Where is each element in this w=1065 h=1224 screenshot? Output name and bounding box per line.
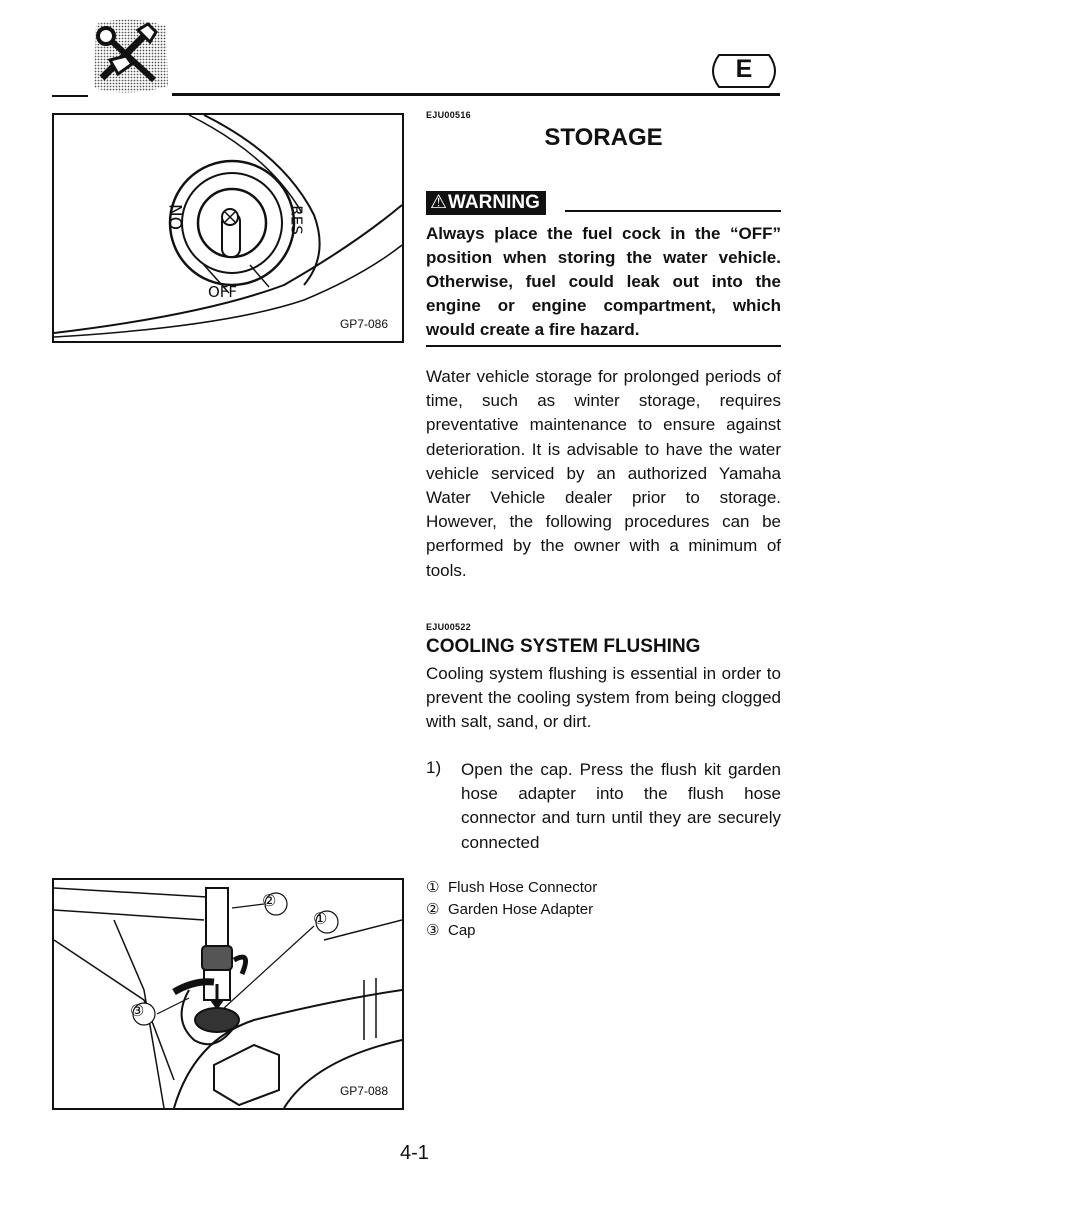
cooling-section-code: EJU00522 bbox=[426, 622, 471, 632]
step-text: Open the cap. Press the flush kit garden hose adapter into the flush hose connector and turn until they are securely connected bbox=[461, 760, 781, 852]
warning-badge bbox=[426, 191, 546, 215]
header-rule-left bbox=[52, 95, 88, 97]
warning-text: Always place the fuel cock in the “OFF” position when storing the water vehicle. Otherwise, fuel could leak out into the engine or engine compartment, which would create a fire hazard. bbox=[426, 224, 781, 339]
flush-hose-figure bbox=[52, 878, 404, 1110]
cooling-intro: Cooling system flushing is essential in order to prevent the cooling system from being clogged with salt, sand, or dirt. bbox=[426, 664, 781, 732]
warning-rule bbox=[565, 210, 781, 212]
storage-paragraph: Water vehicle storage for prolonged periods of time, such as winter storage, requires preventative maintenance to ensure against deterioration. It is advisable to have the water vehicle serviced by an authorized Yamaha Water Vehicle dealer prior to storage. However, the following procedures can be performed by the owner with a minimum of tools. bbox=[426, 367, 781, 580]
legend-item bbox=[426, 899, 597, 921]
page-number: 4-1 bbox=[400, 1142, 429, 1164]
flush-hose-drawing bbox=[54, 880, 402, 1108]
section-heading: COOLING SYSTEM FLUSHING bbox=[426, 636, 701, 657]
warning-bottom-rule bbox=[426, 345, 781, 347]
label-res: RES bbox=[287, 205, 306, 235]
legend-item bbox=[426, 920, 597, 942]
warning-triangle-icon: ⚠ bbox=[430, 192, 448, 213]
legend-label: Garden Hose Adapter bbox=[448, 900, 594, 918]
page-title: STORAGE bbox=[544, 124, 663, 151]
warning-label: WARNING bbox=[448, 192, 540, 213]
figure-code: GP7-086 bbox=[339, 317, 388, 331]
label-on: ON bbox=[167, 203, 188, 231]
fuel-cock-figure bbox=[52, 113, 404, 343]
legend-item bbox=[426, 877, 597, 899]
callout-1: ① bbox=[313, 909, 328, 928]
legend-number: ① bbox=[426, 878, 440, 896]
fuel-cock-drawing bbox=[54, 115, 402, 341]
figure-code: GP7-088 bbox=[339, 1084, 388, 1098]
label-off: OFF bbox=[208, 283, 238, 301]
step-number: 1) bbox=[426, 758, 442, 777]
callout-3: ③ bbox=[130, 1001, 145, 1020]
legend-label: Flush Hose Connector bbox=[448, 879, 598, 896]
header-rule bbox=[172, 93, 780, 96]
legend-number: ③ bbox=[426, 921, 440, 939]
language-badge: E bbox=[735, 55, 753, 83]
section-code: EJU00516 bbox=[426, 110, 471, 120]
figure-legend bbox=[426, 877, 597, 942]
legend-number: ② bbox=[426, 899, 440, 918]
wrench-and-screwdriver-icon bbox=[88, 16, 172, 96]
callout-2: ② bbox=[262, 891, 277, 910]
legend-label: Cap bbox=[448, 922, 476, 939]
